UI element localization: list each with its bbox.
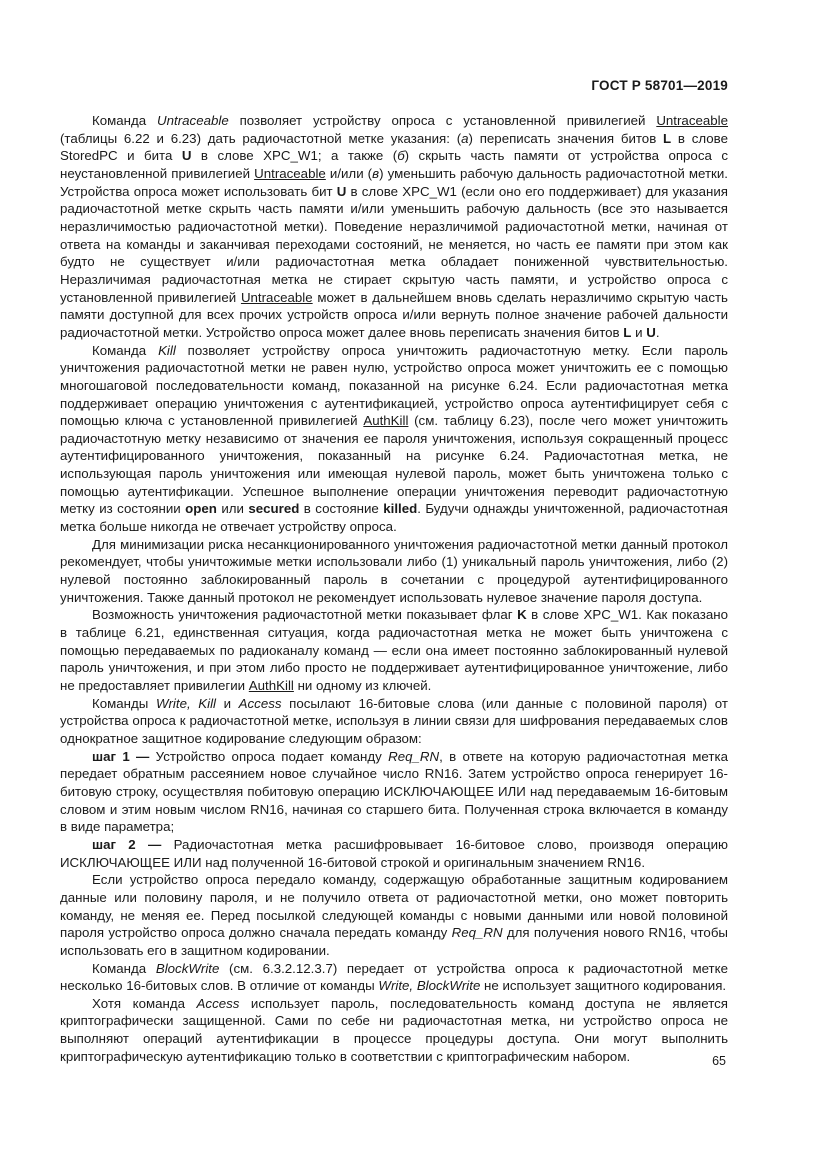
text-run: Access bbox=[238, 695, 282, 711]
text-run: Команда bbox=[92, 960, 156, 976]
text-run: может в дальнейшем вновь сделать неразличимо скрытую часть памяти доступной для всех прочих устройств опроса и/или вернуть полное значение рабочей дальности радиочастотной метки. Устройство опроса может далее вновь переписать значения битов bbox=[60, 289, 728, 340]
text-run: для получения нового RN16, чтобы использовать его в защитном кодировании. bbox=[60, 925, 728, 958]
paragraph bbox=[60, 748, 728, 836]
text-run: , в ответе на которую радиочастотная метка передает обратным рассеянием новое случайное число RN16. Затем устройство опроса генерирует 16-битовую строку, осуществляя побитовую операцию ИСКЛЮЧАЮЩЕЕ ИЛИ над передаваемым 16-битовым словом и этим новым числом RN16, начиная со старшего бита. Полученная строка включается в команду в виде параметра; bbox=[60, 748, 728, 835]
text-run: L bbox=[663, 130, 672, 146]
paragraph bbox=[60, 836, 728, 871]
text-run: (таблицы 6.22 и 6.23) дать радиочастотной метке указания: ( bbox=[60, 130, 462, 146]
text-run: в bbox=[372, 165, 380, 181]
paragraph bbox=[60, 606, 728, 694]
text-run: U bbox=[181, 148, 192, 164]
privilege-term: AuthKill bbox=[248, 678, 294, 693]
text-run: в слове XPC_W1. Как показано в таблице 6.21, единственная ситуация, когда радиочастотная метка не может быть уничтожена с помощью передаваемых по радиоканалу команд — если она имеет постоянно заблокированный нулевой пароль уничтожения, и при этом либо просто не поддерживает аутентифицированное уничтожение, либо не предоставляет привилегии bbox=[60, 607, 728, 693]
paragraph bbox=[60, 871, 728, 959]
text-run: Возможность уничтожения радиочастотной метки показывает флаг bbox=[92, 607, 518, 623]
document-header: ГОСТ Р 58701—2019 bbox=[591, 78, 728, 93]
text-run: Если устройство опроса передало команду, содержащую обработанные защитным кодированием данные или половину пароля, и не получило ответа от радиочастотной метки, оно может повторить команду, не меняя ее. Перед посылкой следующей команды с новыми данными или новой половиной пароля устройство опроса должно сначала передать команду bbox=[60, 872, 728, 941]
text-run: secured bbox=[248, 501, 300, 517]
text-run: Write, BlockWrite bbox=[378, 978, 481, 994]
text-run: а bbox=[461, 130, 469, 146]
text-run: ) уменьшить рабочую дальность радиочастотной метки. Устройства опроса может использовать бит bbox=[60, 165, 728, 199]
text-run: . Будучи однажды уничтоженной, радиочастотная метка больше никогда не отвечает устройству опроса. bbox=[60, 501, 728, 535]
text-run: в слове StoredPC и бита bbox=[60, 130, 728, 164]
paragraph bbox=[60, 536, 728, 607]
paragraph bbox=[60, 960, 728, 995]
text-run: K bbox=[517, 607, 527, 623]
text-run: Write, Kill bbox=[155, 695, 217, 711]
text-run: посылают 16-битовые слова (или данные с половиной пароля) от устройства опроса к радиочастотной метке, используя в линии связи для шифрования передаваемых слов однократное защитное кодирование следующим образом: bbox=[60, 695, 728, 746]
text-run: Команда bbox=[92, 342, 159, 358]
text-run: шаг 1 — bbox=[92, 748, 150, 764]
text-run: шаг 2 — bbox=[92, 836, 162, 852]
text-run: Команды bbox=[92, 695, 156, 711]
text-run: Радиочастотная метка расшифровывает 16-битовое слово, производя операцию ИСКЛЮЧАЮЩЕЕ ИЛИ над полученной 16-битовой строкой и оригинальным значением RN16. bbox=[60, 836, 728, 870]
text-run: L bbox=[623, 324, 632, 340]
text-run: ни одному из ключей. bbox=[293, 678, 432, 693]
text-run: Access bbox=[196, 995, 240, 1011]
text-run: и/или ( bbox=[325, 165, 373, 181]
text-run: или bbox=[216, 501, 249, 517]
text-run: и bbox=[631, 324, 647, 340]
text-run: U bbox=[646, 324, 656, 340]
text-run: Команда bbox=[92, 113, 158, 128]
text-run: и bbox=[216, 695, 239, 711]
paragraph bbox=[60, 112, 728, 342]
text-run: killed bbox=[383, 501, 418, 517]
text-run: Req_RN bbox=[451, 925, 503, 941]
paragraph bbox=[60, 342, 728, 536]
text-run: Для минимизации риска несанкционированного уничтожения радиочастотной метки данный протокол рекомендует, чтобы уничтожимые метки использовали либо (1) уникальный пароль уничтожения, либо (2) нулевой постоянно заблокированный пароль в сочетании с процедурой аутентифицированного уничтожения. Также данный протокол не рекомендует использовать нулевое значение пароля доступа. bbox=[60, 536, 728, 605]
paragraph bbox=[60, 695, 728, 748]
text-run: Req_RN bbox=[388, 748, 440, 764]
text-run: U bbox=[336, 183, 347, 199]
page-number: 65 bbox=[712, 1054, 726, 1068]
text-run: ) переписать значения битов bbox=[468, 130, 664, 146]
text-run: (см. 6.3.2.12.3.7) передает от устройства опроса к радиочастотной метке несколько 16-битовых слов. В отличие от команды bbox=[60, 960, 728, 994]
text-run: Untraceable bbox=[157, 113, 229, 128]
text-run: позволяет устройству опроса уничтожить радиочастотную метку. Если пароль уничтожения радиочастотной метки не равен нулю, устройство опроса может уничтожить ее с помощью многошаговой последовательности команд, показанной на рисунке 6.24. Если радиочастотная метка поддерживает операцию уничтожения с аутентификацией, устройство опроса аутентифицирует себя с помощью ключа с установленной привилегией bbox=[60, 342, 728, 429]
text-run: Kill bbox=[158, 342, 176, 358]
text-run: (см. таблицу 6.23), после чего может уничтожить радиочастотную метку независимо от значения ее пароля уничтожения, используя сокращенный процесс аутентифицированного уничтожения, показанный на рисунке 6.24. Радиочастотная метка, не использующая пароль уничтожения или имеющая нулевой пароль, может быть уничтожена только с помощью аутентификации. Успешное выполнение операции уничтожения переводит радиочастотную метку из состоянии bbox=[60, 413, 729, 517]
privilege-term: AuthKill bbox=[363, 413, 409, 429]
paragraph bbox=[60, 995, 728, 1066]
privilege-term: Untraceable bbox=[240, 289, 313, 305]
text-run: Устройство опроса подает команду bbox=[149, 748, 389, 764]
text-run: в слове XPC_W1; а также ( bbox=[191, 148, 398, 164]
text-run: в слове XPC_W1 (если оно его поддерживает) для указания радиочастотной метке скрыть часть памяти и/или уменьшить рабочую дальность (все это называется неразличимостью радиочастотной метки). Поведение неразличимой радиочастотной метки, начиная от ответа на команды и заканчивая переходами состояний, не меняется, но часть ее памяти при этом как будто не существует и/или радиочастотная метка обладает пониженной чувствительностью. Неразличимая радиочастотная метка не стирает скрытую часть памяти, и устройство опроса с установленной привилегией bbox=[60, 183, 728, 305]
privilege-term: Untraceable bbox=[656, 113, 729, 128]
text-run: ) скрыть часть памяти от устройства опроса с неустановленной привилегией bbox=[60, 148, 728, 181]
text-run: позволяет устройству опроса с установленной привилегией bbox=[228, 113, 657, 128]
text-run: open bbox=[185, 501, 217, 517]
text-run: не использует защитного кодирования. bbox=[480, 978, 727, 994]
text-run: в состояние bbox=[299, 501, 384, 517]
text-run: использует пароль, последовательность команд доступа не является криптографически защищенной. Сами по себе ни радиочастотная метка, ни устройство опроса не выполняют операций аутентификации в процессе процедуры доступа. Они могут выполнить криптографическую аутентификацию только в соответствии с криптографическим набором. bbox=[60, 995, 728, 1064]
text-run: BlockWrite bbox=[155, 960, 220, 976]
privilege-term: Untraceable bbox=[254, 165, 326, 181]
text-run: б bbox=[397, 148, 405, 164]
text-run: . bbox=[655, 324, 660, 340]
body-text bbox=[60, 112, 728, 1065]
text-run: Хотя команда bbox=[92, 995, 197, 1011]
